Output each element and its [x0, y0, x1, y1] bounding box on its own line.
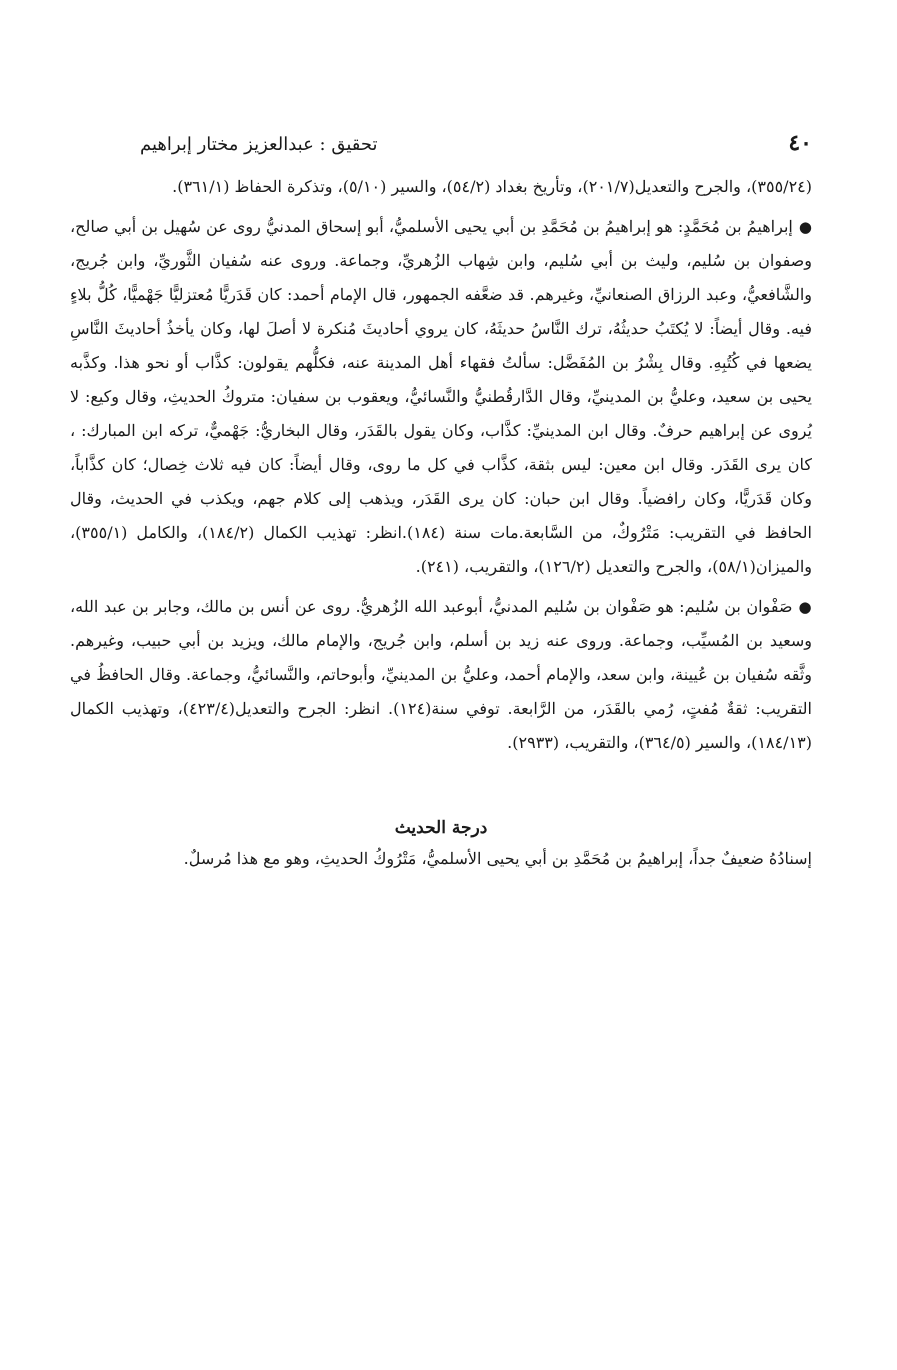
narrator-entry-safwan — [70, 590, 812, 760]
document-page — [70, 130, 812, 876]
narrator-entry-ibrahim-text: إبراهيمُ بن مُحَمَّدٍ: هو إبراهيمُ بن مُحَمَّدِ بن أبي يحيى الأسلميُّ، أبو إسحاق المدنيُّ روى عن سُهيل بن أبي صالح، وصفوان بن سُليم، وليث بن أبي سُليم، وابن شِهاب الزُهريِّ، وجماعة. وروى عنه سُفيان الثَّوريِّ، وابن جُريج، والشَّافعيُّ، وعبد الرزاق الصنعانيِّ، وغيرهم. قد ضعَّفه الجمهور، قال الإمام أحمد: كان قَدَريًّا مُعتزليًّا جَهْميًّا، كُلُّ بلاءٍ فيه. وقال أيضاً: لا يُكتَبُ حديثُهُ، ترك النَّاسُ حديثَهُ، كان يروي أحاديثَ مُنكرة لا أصلَ لها، وكان يأخذُ أحاديثَ النَّاسِ يضعها في كُتُبِهِ. وقال بِشْرُ بن المُفَضَّل: سألتُ فقهاء أهل المدينة عنه، فكلُّهم يقولون: كذَّاب أو نحو هذا. وكذَّبه يحيى بن سعيد، وعليُّ بن المدينيِّ، وقال الدَّارقُطنيُّ والنَّسائيُّ، ويعقوب بن سفيان: متروكُ الحديثِ، وقال وكيع: لا يُروى عن إبراهيم حرفٌ. وقال ابن المدينيِّ: كذَّاب، وكان يقول بالقَدَر، وقال البخاريُّ: جَهْميٌّ، تركه ابن المبارك: ، كان يرى القَدَر. وقال ابن معين: ليس بثقة، كذَّاب في كل ما روى، وقال أيضاً: كان فيه ثلاث خِصال؛ كان كذَّاباً، وكان قَدَريًّا، وكان رافضياً. وقال ابن حبان: كان يرى القَدَر، ويذهب إلى كلام جهم، ويكذب في الحديث، وقال الحافظ في التقريب: مَتْرُوكٌ، من السَّابعة.مات سنة (١٨٤).انظر: تهذيب الكمال (١٨٤/٢)، والكامل (٣٥٥/١)، والميزان(٥٨/١)، والجرح والتعديل (١٢٦/٢)، والتقريب، (٢٤١). — [70, 217, 813, 576]
bullet-icon: ● — [798, 218, 812, 236]
section-heading: درجة الحديث — [394, 818, 488, 838]
narrator-entry-safwan-text: صَفْوان بن سُليم: هو صَفْوان بن سُليم المدنيُّ، أبوعبد الله الزُهريُّ. روى عن أنس بن مالك، وجابر بن عبد الله، وسعيد بن المُسيِّب، وجماعة. وروى عنه زيد بن أسلم، وابن جُريج، والإمام مالك، ويزيد بن أبي حبيب، وغيرهم. وثَّقه سُفيان بن عُيينة، وابن سعد، والإمام أحمد، وعليُّ بن المدينيِّ، وأبوحاتم، والنَّسائيُّ، وجماعة. وقال الحافظُ في التقريب: ثقةٌ مُفتٍ، رُمي بالقَدَر، من الرَّابعة. توفي سنة(١٢٤). انظر: الجرح والتعديل(٤٢٣/٤)، وتهذيب الكمال (١٨٤/١٣)، والسير (٣٦٤/٥)، والتقريب، (٢٩٣٣). — [70, 597, 813, 752]
header-title: تحقيق : عبدالعزيز مختار إبراهيم — [140, 134, 378, 155]
page-number: ٤٠ — [788, 130, 812, 156]
running-header — [70, 130, 812, 156]
bullet-icon: ● — [798, 598, 812, 616]
narrator-entry-ibrahim — [70, 210, 812, 584]
section-body: إسنادُهُ ضعيفٌ جداً، إبراهيمُ بن مُحَمَّدِ بن أبي يحيى الأسلميُّ، مَتْرُوكُ الحديثِ، وهو مع هذا مُرسلٌ. — [183, 849, 812, 868]
footnote-continuation: (٣٥٥/٢٤)، والجرح والتعديل(٢٠١/٧)، وتأريخ بغداد (٥٤/٢)، والسير (٥/١٠)، وتذكرة الحفاظ (٣٦١/١). — [172, 177, 812, 196]
